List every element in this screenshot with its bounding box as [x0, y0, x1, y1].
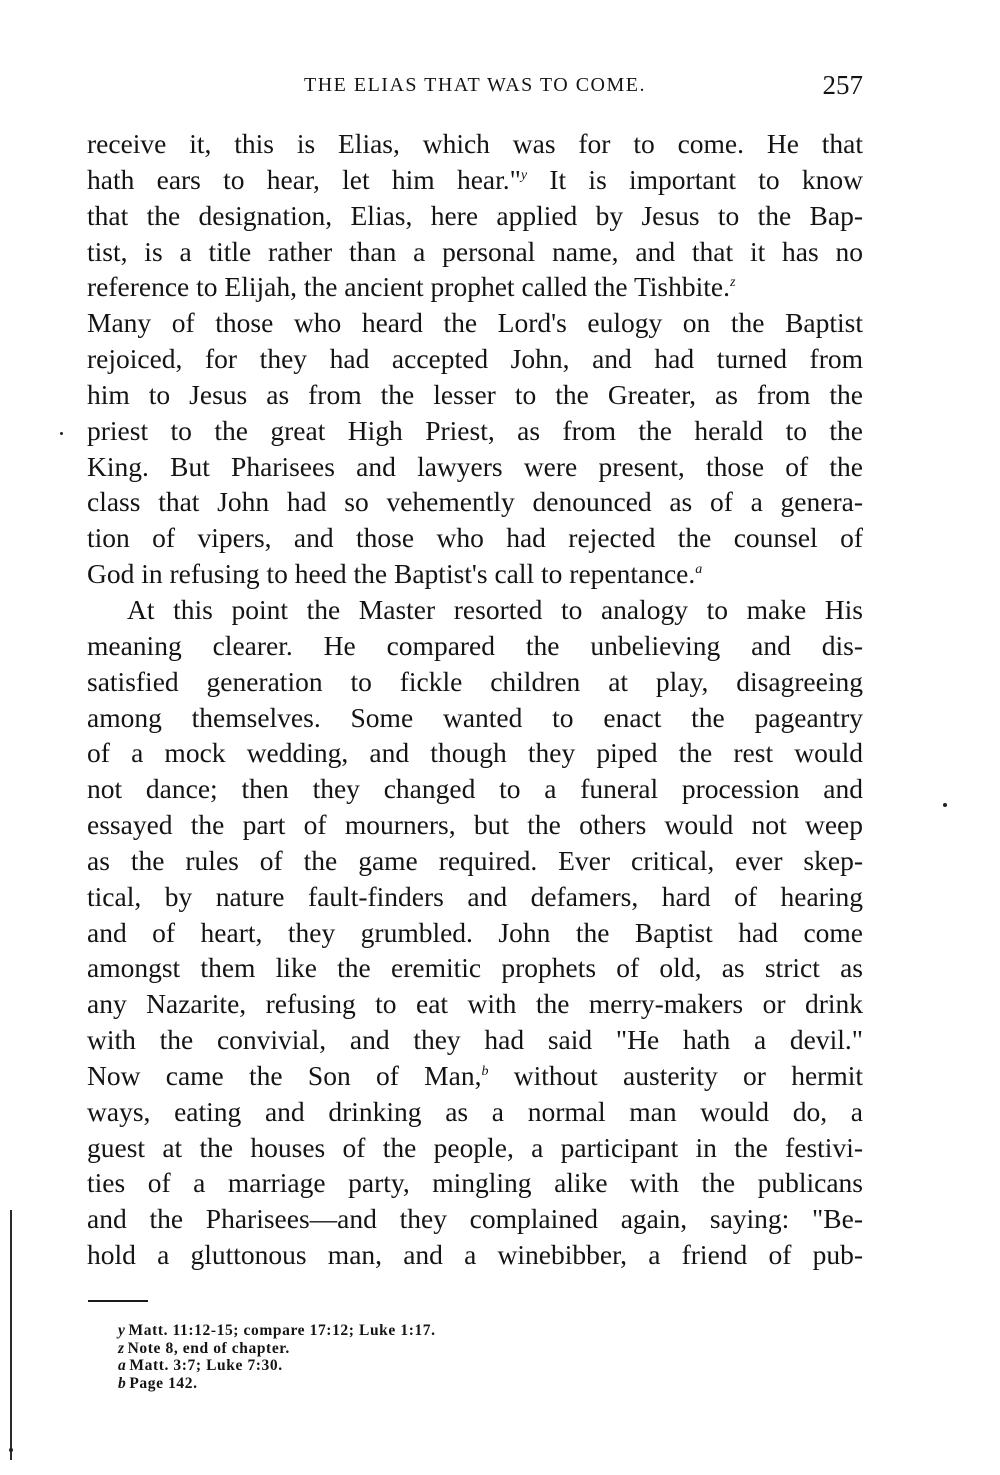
line-text: satisfied generation to fickle children at play, disagreeing	[87, 665, 863, 697]
text-line	[87, 162, 863, 198]
footnotes	[118, 1322, 436, 1392]
text-line	[87, 771, 863, 807]
footnote-reference: z	[729, 275, 736, 291]
text-line	[87, 915, 863, 951]
text-line	[87, 1237, 863, 1273]
line-text: At this point the Master resorted to analogy to make His	[127, 593, 863, 625]
line-text: rejoiced, for they had accepted John, and had turned from	[87, 343, 863, 375]
footnote	[118, 1340, 436, 1358]
footnote	[118, 1322, 436, 1340]
footnote	[118, 1375, 436, 1393]
text-line	[87, 986, 863, 1022]
text-line	[87, 1094, 863, 1130]
text-line	[87, 735, 863, 771]
text-line	[87, 628, 863, 664]
line-text: ways, eating and drinking as a normal man would do, a	[87, 1095, 863, 1127]
line-text: ties of a marriage party, mingling alike with the publicans	[87, 1167, 863, 1199]
line-text: priest to the great High Priest, as from the herald to the	[87, 414, 863, 446]
text-line	[87, 413, 863, 449]
text-line	[87, 234, 863, 270]
footnote-text: Matt. 11:12-15; compare 17:12; Luke 1:17.	[128, 1322, 436, 1339]
line-text: tist, is a title rather than a personal name, and that it has no	[87, 235, 863, 267]
line-text-continued: without austerity or hermit	[488, 1059, 863, 1091]
footnote-text: Matt. 3:7; Luke 7:30.	[129, 1357, 283, 1374]
footnote-mark: y	[118, 1322, 126, 1339]
text-line	[87, 1022, 863, 1058]
text-line	[87, 484, 863, 520]
text-line	[87, 592, 863, 628]
line-text: amongst them like the eremitic prophets of old, as strict as	[87, 952, 863, 984]
text-line	[87, 126, 863, 162]
margin-line	[10, 1210, 12, 1460]
text-line	[87, 807, 863, 843]
footnote-mark: a	[118, 1357, 127, 1374]
text-line	[87, 305, 863, 341]
line-text: God in refusing to heed the Baptist's call to repentance.	[87, 558, 696, 590]
text-line	[87, 520, 863, 556]
line-text: as the rules of the game required. Ever critical, ever skep-	[87, 844, 863, 876]
running-title: THE ELIAS THAT WAS TO COME.	[303, 74, 646, 96]
line-text: reference to Elijah, the ancient prophet called the Tishbite.	[87, 271, 730, 303]
text-line	[87, 879, 863, 915]
margin-dot	[9, 1448, 13, 1452]
line-text: not dance; then they changed to a funeral procession and	[87, 773, 863, 805]
footnote-text: Page 142.	[129, 1374, 198, 1392]
footnote-rule	[88, 1300, 148, 1302]
line-text: and the Pharisees—and they complained again, saying: "Be-	[87, 1203, 863, 1235]
page-number: 257	[822, 70, 863, 100]
stray-dot	[60, 432, 63, 435]
line-text: that the designation, Elias, here applied by Jesus to the Bap-	[87, 199, 863, 231]
line-text: tical, by nature fault-finders and defamers, hard of hearing	[87, 880, 863, 912]
line-text: receive it, this is Elias, which was for to come. He that	[87, 128, 863, 159]
text-line	[87, 198, 863, 234]
text-line	[87, 1201, 863, 1237]
text-line	[87, 449, 863, 485]
line-text: meaning clearer. He compared the unbelieving and dis-	[87, 629, 863, 661]
line-text-continued: It is important to know	[527, 163, 863, 195]
line-text: him to Jesus as from the lesser to the Greater, as from the	[87, 378, 863, 410]
text-line	[87, 700, 863, 736]
text-line	[87, 664, 863, 700]
line-text: Now came the Son of Man,	[87, 1059, 482, 1091]
text-line	[87, 1165, 863, 1201]
text-line	[87, 377, 863, 413]
footnote-mark: b	[118, 1374, 127, 1392]
line-text: King. But Pharisees and lawyers were present, those of the	[87, 450, 863, 482]
footnote	[118, 1357, 436, 1375]
text-line	[87, 950, 863, 986]
line-text: among themselves. Some wanted to enact the pageantry	[87, 701, 863, 733]
line-text: any Nazarite, refusing to eat with the merry-makers or drink	[87, 988, 863, 1020]
text-line	[87, 556, 863, 592]
line-text: essayed the part of mourners, but the others would not weep	[87, 809, 863, 841]
line-text: hold a gluttonous man, and a winebibber, a friend of pub-	[87, 1239, 863, 1271]
text-line	[87, 341, 863, 377]
footnote-text: Note 8, end of chapter.	[127, 1339, 290, 1357]
footnote-reference: y	[520, 167, 528, 183]
text-line	[87, 269, 863, 305]
line-text: hath ears to hear, let him hear."	[87, 163, 521, 195]
line-text: with the convivial, and they had said "He hath a devil."	[87, 1024, 863, 1056]
text-line	[87, 1130, 863, 1166]
stray-dot	[943, 803, 947, 807]
line-text: Many of those who heard the Lord's eulogy on the Baptist	[87, 307, 863, 339]
body-text	[87, 126, 863, 1273]
line-text: class that John had so vehemently denounced as of a genera-	[87, 486, 863, 518]
line-text: tion of vipers, and those who had rejected the counsel of	[87, 522, 863, 554]
line-text: guest at the houses of the people, a participant in the festivi-	[87, 1131, 863, 1163]
text-line	[87, 843, 863, 879]
running-head	[87, 70, 863, 102]
footnote-reference: b	[481, 1063, 489, 1079]
line-text: of a mock wedding, and though they piped the rest would	[87, 737, 863, 769]
line-text: and of heart, they grumbled. John the Baptist had come	[87, 916, 863, 948]
text-line	[87, 1058, 863, 1094]
footnote-mark: z	[118, 1339, 125, 1357]
footnote-reference: a	[695, 562, 703, 578]
